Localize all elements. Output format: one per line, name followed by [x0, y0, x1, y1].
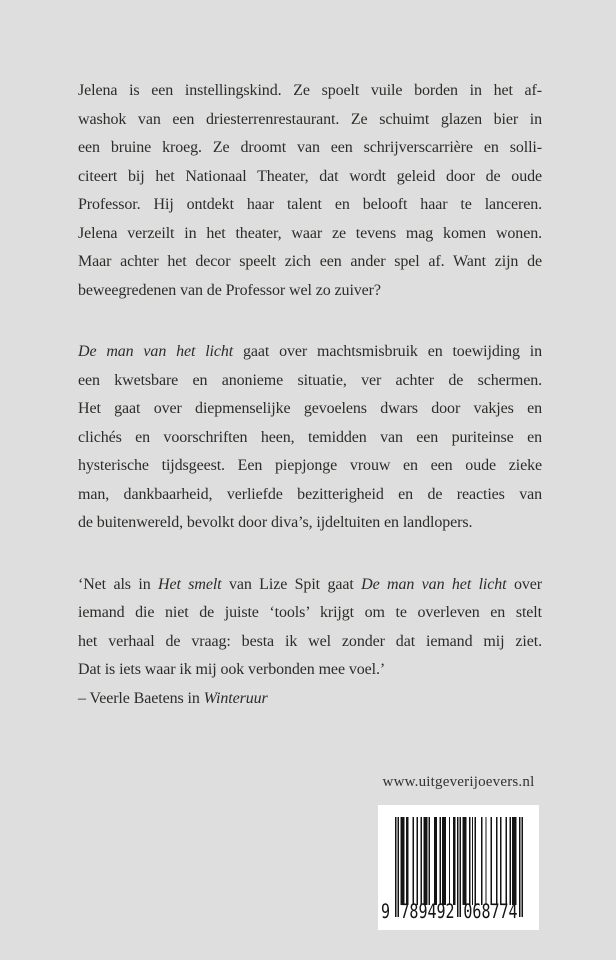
text-line: clichés en voorschriften heen, temidden van een puriteinse en — [78, 428, 542, 446]
text-line: citeert bij het Nationaal Theater, dat wordt geleid door de oude — [78, 167, 542, 185]
text-line: Maar achter het decor speelt zich een ander spel af. Want zijn de — [78, 253, 542, 270]
blurb — [78, 0, 542, 713]
publisher-website-url: www.uitgeverijoevers.nl — [382, 774, 535, 790]
text-line: hysterische tijdsgeest. Een piepjonge vrouw en een oude zieke — [78, 457, 542, 474]
text-line: washok van een driesterrenrestaurant. Ze schuimt glazen bier in — [78, 110, 542, 128]
block-attribution — [78, 685, 542, 714]
text-line: Dat is iets waar ik mij ook verbonden mee voel.’ — [78, 661, 386, 678]
block-synopsis — [78, 77, 542, 305]
block-description — [78, 338, 542, 538]
barcode-digit-lead: 9 — [380, 900, 391, 924]
text-line: beweegredenen van de Professor wel zo zuiver? — [78, 281, 381, 299]
text-line: Jelena verzeilt in het theater, waar ze tevens mag komen wonen. — [78, 224, 542, 242]
text-line: De man van het licht gaat over machtsmisbruik en toewijding in — [78, 343, 542, 360]
block-quote — [78, 571, 542, 685]
text-line: Professor. Hij ontdekt haar talent en belooft haar te lanceren. — [78, 196, 542, 213]
barcode-digit-group-2: 068774 — [463, 900, 518, 924]
barcode-digit-group-1: 789492 — [400, 900, 455, 924]
text-line: een bruine kroeg. Ze droomt van een schrijverscarrière en solli- — [78, 139, 542, 156]
text-line: een kwetsbare en anonieme situatie, ver achter de schermen. — [78, 371, 542, 389]
text-line: Jelena is een instellingskind. Ze spoelt vuile borden in het af- — [78, 82, 542, 99]
text-line: – Veerle Baetens in Winteruur — [78, 689, 268, 707]
text-line: Het gaat over diepmenselijke gevoelens dwars door vakjes en — [78, 400, 542, 417]
isbn-barcode — [378, 805, 539, 930]
text-line: ‘Net als in Het smelt van Lize Spit gaat De man van het licht over — [78, 575, 542, 593]
text-line: iemand die niet de juiste ‘tools’ krijgt om te overleven en stelt — [78, 604, 542, 621]
text-line: man, dankbaarheid, verliefde bezitterigheid en de reacties van — [78, 485, 542, 503]
text-line: het verhaal de vraag: besta ik wel zonder dat iemand mij ziet. — [78, 632, 542, 650]
text-line: de buitenwereld, bevolkt door diva’s, ijdeltuiten en landlopers. — [78, 514, 473, 531]
